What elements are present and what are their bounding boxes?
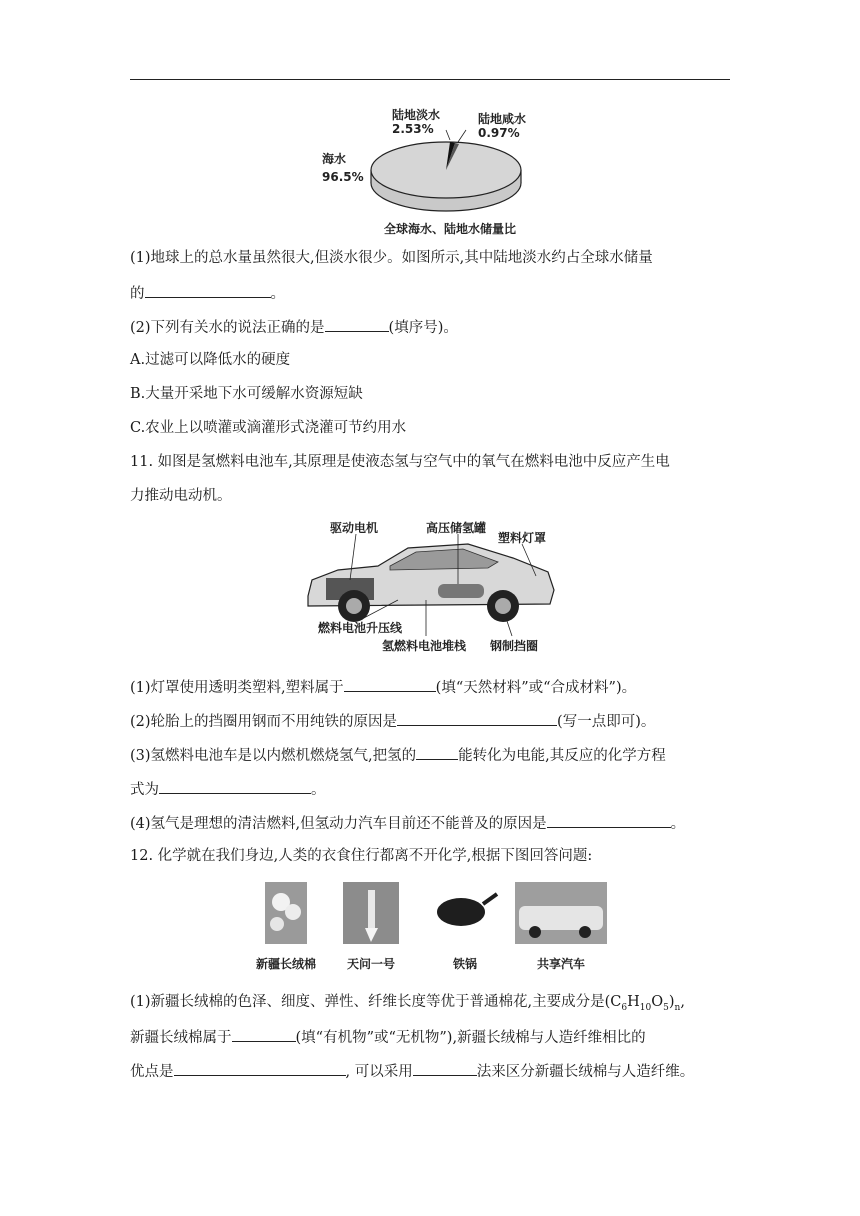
answer-blank[interactable] bbox=[232, 1026, 296, 1042]
q12-stem: 12. 化学就在我们身边,人类的衣食住行都离不开化学,根据下图回答问题: bbox=[130, 848, 593, 864]
label-freshwater: 陆地淡水 bbox=[392, 108, 441, 122]
wok-image bbox=[433, 882, 497, 944]
answer-blank[interactable] bbox=[159, 778, 311, 794]
answer-blank[interactable] bbox=[145, 282, 271, 298]
answer-blank[interactable] bbox=[325, 316, 389, 332]
header-rule bbox=[130, 79, 730, 80]
q10-part2: (2)下列有关水的说法正确的是 (填序号)。 bbox=[130, 316, 458, 338]
hydrogen-car-figure bbox=[298, 518, 568, 658]
value-sea: 96.5% bbox=[322, 170, 364, 184]
q10-option-a: A.过滤可以降低水的硬度 bbox=[130, 352, 291, 368]
rocket-image bbox=[343, 882, 399, 944]
img-label-wok: 铁锅 bbox=[452, 957, 478, 971]
q11-stem-line2: 力推动电动机。 bbox=[130, 488, 232, 504]
answer-blank[interactable] bbox=[397, 710, 557, 726]
q12-images bbox=[255, 880, 615, 975]
shared-car-image bbox=[515, 882, 607, 944]
value-freshwater: 2.53% bbox=[392, 122, 434, 136]
q12-part1-line3: 优点是 , 可以采用 法来区分新疆长绒棉与人造纤维。 bbox=[130, 1060, 694, 1082]
label-sea: 海水 bbox=[322, 152, 347, 166]
img-label-rocket: 天问一号 bbox=[346, 957, 396, 971]
answer-blank[interactable] bbox=[413, 1060, 477, 1076]
q11-stem-line1: 11. 如图是氢燃料电池车,其原理是使液态氢与空气中的氧气在燃料电池中反应产生电 bbox=[130, 454, 670, 470]
q12-part1-line2: 新疆长绒棉属于 (填“有机物”或“无机物”),新疆长绒棉与人造纤维相比的 bbox=[130, 1026, 646, 1048]
q11-part3-line1: (3)氢燃料电池车是以内燃机燃烧氢气,把氢的 能转化为电能,其反应的化学方程 bbox=[130, 744, 666, 766]
label-motor: 驱动电机 bbox=[330, 521, 379, 535]
answer-blank[interactable] bbox=[344, 676, 436, 692]
car-tank bbox=[438, 584, 484, 598]
water-pie-figure bbox=[310, 100, 560, 240]
answer-blank[interactable] bbox=[174, 1060, 346, 1076]
q10-option-b: B.大量开采地下水可缓解水资源短缺 bbox=[130, 386, 363, 402]
label-boost: 燃料电池升压线 bbox=[318, 621, 403, 635]
q11-part3-line2: 式为 。 bbox=[130, 778, 326, 800]
q11-part4: (4)氢气是理想的清洁燃料,但氢动力汽车目前还不能普及的原因是 。 bbox=[130, 812, 685, 834]
q10-part1-line1: (1)地球上的总水量虽然很大,但淡水很少。如图所示,其中陆地淡水约占全球水储量 bbox=[130, 250, 653, 266]
value-saltwater: 0.97% bbox=[478, 126, 520, 140]
q10-part1-line2: 的 。 bbox=[130, 282, 285, 304]
answer-blank[interactable] bbox=[416, 744, 458, 760]
answer-blank[interactable] bbox=[547, 812, 671, 828]
cotton-image bbox=[265, 882, 307, 944]
label-ring: 钢制挡圈 bbox=[490, 639, 539, 653]
q12-part1-line1: (1)新疆长绒棉的色泽、细度、弹性、纤维长度等优于普通棉花,主要成分是$(C_6H_{10}O_5)_n$, bbox=[130, 994, 685, 1013]
q11-part1: (1)灯罩使用透明类塑料,塑料属于 (填“天然材料”或“合成材料”)。 bbox=[130, 676, 636, 698]
q11-part2: (2)轮胎上的挡圈用钢而不用纯铁的原因是 (写一点即可)。 bbox=[130, 710, 655, 732]
label-tank: 高压储氢罐 bbox=[426, 521, 487, 535]
pie-caption: 全球海水、陆地水储量比 bbox=[383, 222, 517, 236]
label-saltwater: 陆地咸水 bbox=[478, 112, 527, 126]
label-lamp: 塑料灯罩 bbox=[498, 531, 547, 545]
img-label-car: 共享汽车 bbox=[536, 957, 586, 971]
img-label-cotton: 新疆长绒棉 bbox=[255, 957, 317, 971]
q10-option-c: C.农业上以喷灌或滴灌形式浇灌可节约用水 bbox=[130, 420, 407, 436]
label-stack: 氢燃料电池堆栈 bbox=[382, 639, 467, 653]
